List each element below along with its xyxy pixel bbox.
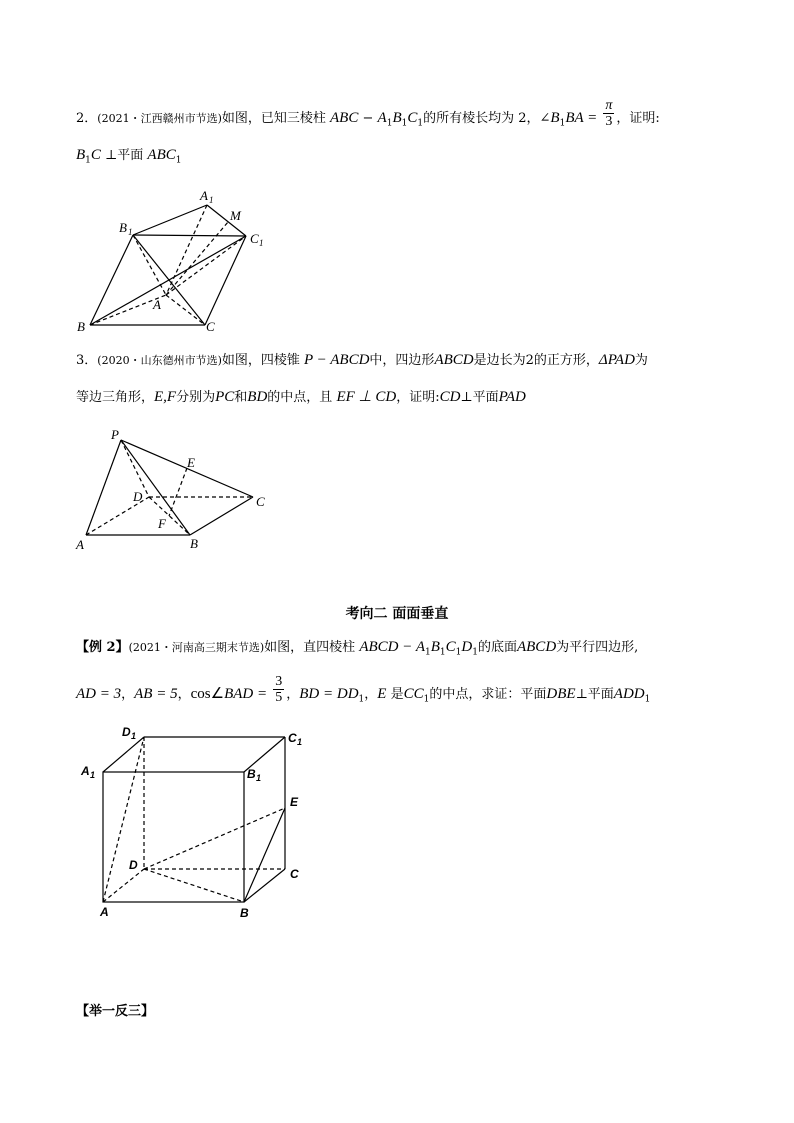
math: BAD = (224, 686, 268, 702)
math: B (392, 110, 402, 126)
math: DBE (546, 686, 576, 702)
text: ⊥平面 (100, 148, 148, 163)
math-sub: 1 (423, 694, 430, 705)
label-A1: A (81, 764, 90, 778)
math: CC (403, 686, 424, 702)
text: ， (121, 687, 135, 702)
math-sub: 1 (358, 694, 365, 705)
math-sub: 1 (472, 647, 478, 658)
label-E: E (290, 795, 299, 809)
text: 和 (234, 390, 248, 405)
label-A1: A (200, 188, 208, 203)
label-B: B (240, 906, 249, 920)
math: ∠ (539, 111, 551, 126)
label-C: C (206, 319, 215, 334)
math: BD (247, 389, 268, 405)
label-A1-sub: 1 (209, 195, 214, 205)
math: C (445, 639, 456, 655)
text: ，证明: (616, 111, 660, 126)
fraction-denominator: 5 (275, 690, 283, 705)
math: PAD (498, 389, 526, 405)
text: 的中点，求证：平面 (429, 687, 547, 702)
text: ， (177, 687, 191, 702)
math: − (358, 111, 378, 126)
text: ， (286, 687, 300, 702)
math-sub: 1 (85, 155, 91, 166)
math: ABCD (434, 352, 474, 368)
math: cos∠ (190, 686, 225, 702)
text: 是边长为2的正方形， (473, 353, 599, 368)
figure-pyramid (86, 440, 253, 535)
math: B (76, 147, 86, 163)
math: C (407, 110, 418, 126)
math-sub: 1 (417, 118, 424, 129)
math-sub: 1 (175, 155, 182, 166)
figure-prism-1 (90, 205, 246, 325)
math: ΔPAD (598, 352, 635, 368)
label-C1-sub: 1 (297, 737, 303, 747)
math: A (377, 110, 387, 126)
fraction-numerator: 3 (275, 674, 283, 689)
figure-prism-2 (103, 737, 285, 902)
text: 的所有棱长均为 2， (423, 111, 540, 126)
label-C1: C (250, 231, 259, 246)
label-B1: B (119, 220, 127, 235)
math: CD (439, 389, 461, 405)
label-D1: D (122, 725, 131, 739)
label-F: F (158, 516, 166, 531)
text: 是 (390, 687, 404, 702)
example-label: 【例 2】 (76, 640, 129, 655)
text: 中，四边形 (369, 353, 435, 368)
math: D (461, 639, 473, 655)
label-P: P (111, 427, 119, 442)
text: ，证明: (396, 390, 440, 405)
practice-label: 【举一反三】 (76, 1004, 155, 1019)
text: 如图，已知三棱柱 (221, 111, 326, 126)
text: 等边三角形， (76, 390, 155, 405)
fraction-numerator: π (605, 98, 613, 113)
math-sub: 1 (386, 118, 393, 129)
problem-source: (2020・山东德州市节选) (97, 354, 222, 367)
label-C: C (290, 867, 299, 881)
text: ⊥平面 (460, 390, 499, 405)
problem-number: 3． (76, 353, 98, 368)
label-A: A (76, 537, 84, 552)
text: 的底面 (477, 640, 517, 655)
math-sub: 1 (559, 118, 566, 129)
text: 的中点，且 (267, 390, 333, 405)
label-B1-sub: 1 (256, 773, 262, 783)
math: E,F (154, 389, 177, 405)
label-B: B (77, 319, 85, 334)
math: ADD (613, 686, 645, 702)
label-A1-sub: 1 (90, 770, 96, 780)
text: 为 (634, 353, 648, 368)
math-sub: 1 (455, 647, 462, 658)
math: ABC (330, 110, 359, 126)
label-B1: B (247, 767, 256, 781)
math: EF ⊥ CD (336, 389, 397, 405)
example-source: (2021・河南高三期末节选) (128, 641, 265, 654)
math: BD = DD (299, 686, 359, 702)
label-M: M (230, 208, 241, 223)
figure-prism-2-labels (80, 725, 302, 920)
label-B: B (190, 536, 198, 551)
math-sub: 1 (439, 647, 446, 658)
math-sub: 1 (644, 694, 651, 705)
math-sub: 1 (401, 118, 408, 129)
math: BA = (565, 110, 598, 126)
text: ⊥平面 (575, 687, 614, 702)
math: ABCD − A (359, 639, 425, 655)
math: AD = 3 (76, 686, 122, 702)
text: 如图，直四棱柱 (264, 640, 356, 655)
text: 分别为 (176, 390, 216, 405)
math: P − ABCD (304, 352, 370, 368)
label-D: D (133, 489, 143, 504)
text: 为平行四边形, (556, 640, 639, 655)
math: B (430, 639, 440, 655)
fraction-denominator: 3 (605, 114, 613, 129)
math-sub: 1 (425, 647, 431, 658)
math: ABCD (516, 639, 557, 655)
figure-prism-1-labels (77, 188, 264, 334)
math: B (550, 110, 560, 126)
label-A: A (153, 297, 161, 312)
label-D1-sub: 1 (131, 731, 137, 741)
label-C1: C (288, 731, 297, 745)
math: E (377, 686, 387, 702)
label-A: A (100, 905, 109, 919)
label-B1-sub: 1 (128, 227, 133, 237)
section-heading: 考向二 面面垂直 (345, 606, 449, 622)
math: AB = 5 (134, 686, 178, 702)
problem-source: (2021・江西赣州市节选) (97, 112, 222, 125)
label-C: C (256, 494, 265, 509)
label-C1-sub: 1 (259, 238, 264, 248)
label-E: E (187, 455, 195, 470)
text: ， (364, 687, 378, 702)
label-D: D (129, 858, 138, 872)
problem-number: 2． (76, 111, 98, 126)
text: 如图，四棱锥 (221, 353, 300, 368)
math: C (90, 147, 101, 163)
math: ABC (147, 147, 176, 163)
math: PC (215, 389, 235, 405)
